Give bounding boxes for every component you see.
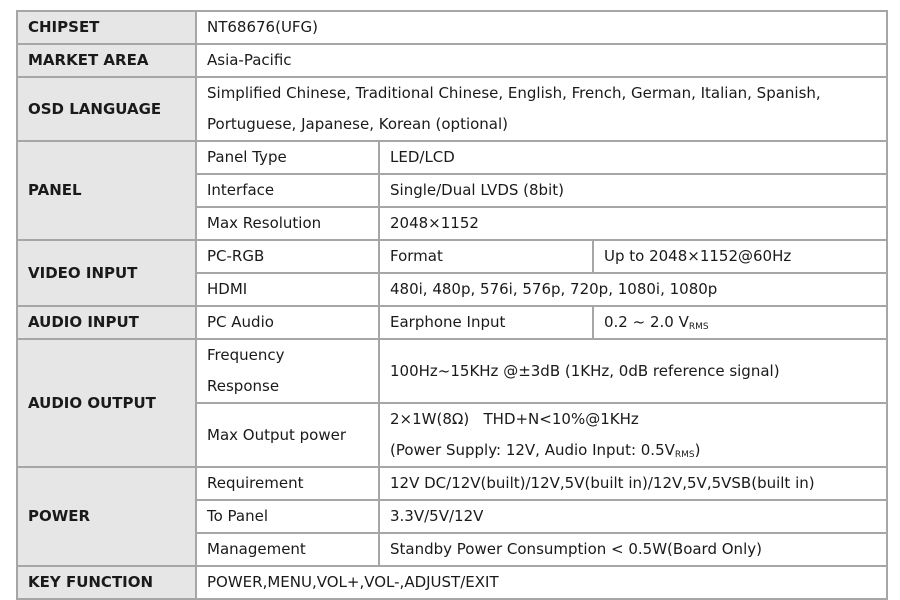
max-output-power-value: [379, 403, 887, 467]
rms-subscript-output: RMS: [674, 450, 695, 460]
earphone-input-value: [593, 306, 887, 339]
table-row-key-function: [17, 566, 887, 599]
spec-table: [16, 10, 888, 600]
power-header: POWER: [17, 467, 196, 566]
frequency-response-value: 100Hz~15KHz @±3dB (1KHz, 0dB reference signal): [379, 339, 887, 403]
panel-type-label: Panel Type: [196, 141, 379, 174]
osd-language-value: Simplified Chinese, Traditional Chinese, English, French, German, Italian, Spanish, Portuguese, Japanese, Korean (optional): [196, 77, 887, 141]
pc-audio-label: PC Audio: [196, 306, 379, 339]
frequency-label-line1: Frequency: [207, 346, 285, 364]
management-label: Management: [196, 533, 379, 566]
rms-subscript: RMS: [688, 322, 709, 332]
table-row-osd-language: [17, 77, 887, 141]
key-function-header: KEY FUNCTION: [17, 566, 196, 599]
max-output-power-label: Max Output power: [196, 403, 379, 467]
panel-type-value: LED/LCD: [379, 141, 887, 174]
max-resolution-value: 2048×1152: [379, 207, 887, 240]
table-row-pc-rgb: [17, 240, 887, 273]
audio-input-header: AUDIO INPUT: [17, 306, 196, 339]
hdmi-label: HDMI: [196, 273, 379, 306]
osd-language-header: OSD LANGUAGE: [17, 77, 196, 141]
interface-value: Single/Dual LVDS (8bit): [379, 174, 887, 207]
requirement-value: 12V DC/12V(built)/12V,5V(built in)/12V,5V,5VSB(built in): [379, 467, 887, 500]
interface-label: Interface: [196, 174, 379, 207]
market-area-header: MARKET AREA: [17, 44, 196, 77]
market-area-value: Asia-Pacific: [196, 44, 887, 77]
table-row-audio-input: [17, 306, 887, 339]
earphone-input-label: Earphone Input: [379, 306, 593, 339]
max-output-power-line1: 2×1W(8Ω) THD+N<10%@1KHz: [390, 410, 639, 428]
max-output-power-line2: [390, 435, 876, 466]
format-label: Format: [379, 240, 593, 273]
chipset-header: CHIPSET: [17, 11, 196, 44]
max-output-power-line2-main: (Power Supply: 12V, Audio Input: 0.5V: [390, 441, 675, 459]
format-value: Up to 2048×1152@60Hz: [593, 240, 887, 273]
to-panel-label: To Panel: [196, 500, 379, 533]
earphone-input-value-main: 0.2 ~ 2.0 V: [604, 313, 689, 331]
table-row-panel-type: [17, 141, 887, 174]
chipset-value: NT68676(UFG): [196, 11, 887, 44]
frequency-response-label: [196, 339, 379, 403]
table-row-frequency-response: [17, 339, 887, 403]
pc-rgb-label: PC-RGB: [196, 240, 379, 273]
panel-header: PANEL: [17, 141, 196, 240]
key-function-value: POWER,MENU,VOL+,VOL-,ADJUST/EXIT: [196, 566, 887, 599]
table-row-market-area: [17, 44, 887, 77]
requirement-label: Requirement: [196, 467, 379, 500]
management-value: Standby Power Consumption < 0.5W(Board Only): [379, 533, 887, 566]
hdmi-value: 480i, 480p, 576i, 576p, 720p, 1080i, 1080p: [379, 273, 887, 306]
table-row-requirement: [17, 467, 887, 500]
video-input-header: VIDEO INPUT: [17, 240, 196, 306]
to-panel-value: 3.3V/5V/12V: [379, 500, 887, 533]
frequency-label-line2: Response: [207, 377, 280, 395]
audio-output-header: AUDIO OUTPUT: [17, 339, 196, 467]
table-row-chipset: [17, 11, 887, 44]
max-output-power-line2-end: ): [694, 441, 701, 459]
max-resolution-label: Max Resolution: [196, 207, 379, 240]
